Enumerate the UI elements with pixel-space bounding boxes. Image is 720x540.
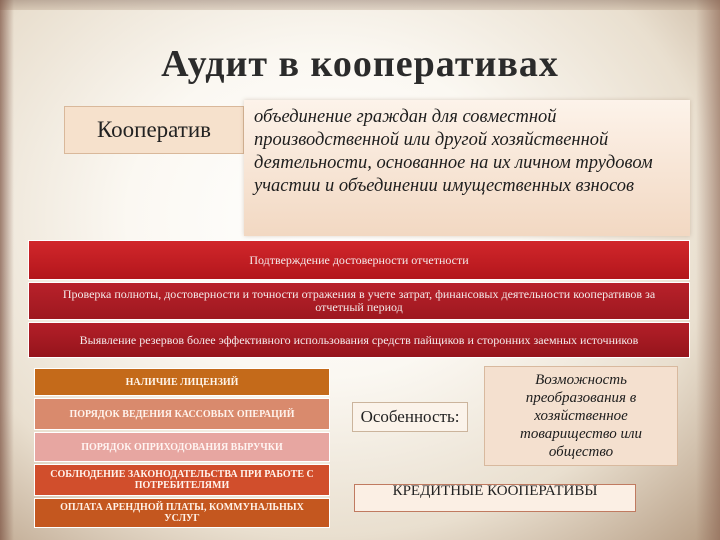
requirement-consumer-law: СОБЛЮДЕНИЕ ЗАКОНОДАТЕЛЬСТВА ПРИ РАБОТЕ С ПОТРЕБИТЕЛЯМИ	[34, 464, 330, 496]
audit-goal-band-3: Выявление резервов более эффективного использования средств пайщиков и сторонних заемных источников	[28, 322, 690, 358]
feature-note-box: Возможность преобразования в хозяйственное товарищество или общество	[484, 366, 678, 466]
audit-goal-band-2: Проверка полноты, достоверности и точности отражения в учете затрат, финансовых деятельности кооперативов за отчетный период	[28, 282, 690, 320]
definition-box: объединение граждан для совместной производственной или другой хозяйственной деятельности, основанное на их личном трудовом участии и объединении имущественных взносов	[244, 100, 690, 236]
requirement-licenses: НАЛИЧИЕ ЛИЦЕНЗИЙ	[34, 368, 330, 396]
requirement-revenue-recording: ПОРЯДОК ОПРИХОДОВАНИЯ ВЫРУЧКИ	[34, 432, 330, 462]
slide-title: Аудит в кооперативах	[161, 43, 559, 85]
credit-cooperatives-box	[354, 484, 636, 512]
requirement-cash-operations: ПОРЯДОК ВЕДЕНИЯ КАССОВЫХ ОПЕРАЦИЙ	[34, 398, 330, 430]
top-frame-shadow	[0, 0, 720, 10]
audit-goal-band-1: Подтверждение достоверности отчетности	[28, 240, 690, 280]
credit-cooperatives-label: КРЕДИТНЫЕ КООПЕРАТИВЫ	[392, 483, 598, 499]
requirement-rent-utilities: ОПЛАТА АРЕНДНОЙ ПЛАТЫ, КОММУНАЛЬНЫХ УСЛУГ	[34, 498, 330, 528]
term-box: Кооператив	[64, 106, 244, 154]
feature-label-box: Особенность:	[352, 402, 468, 432]
